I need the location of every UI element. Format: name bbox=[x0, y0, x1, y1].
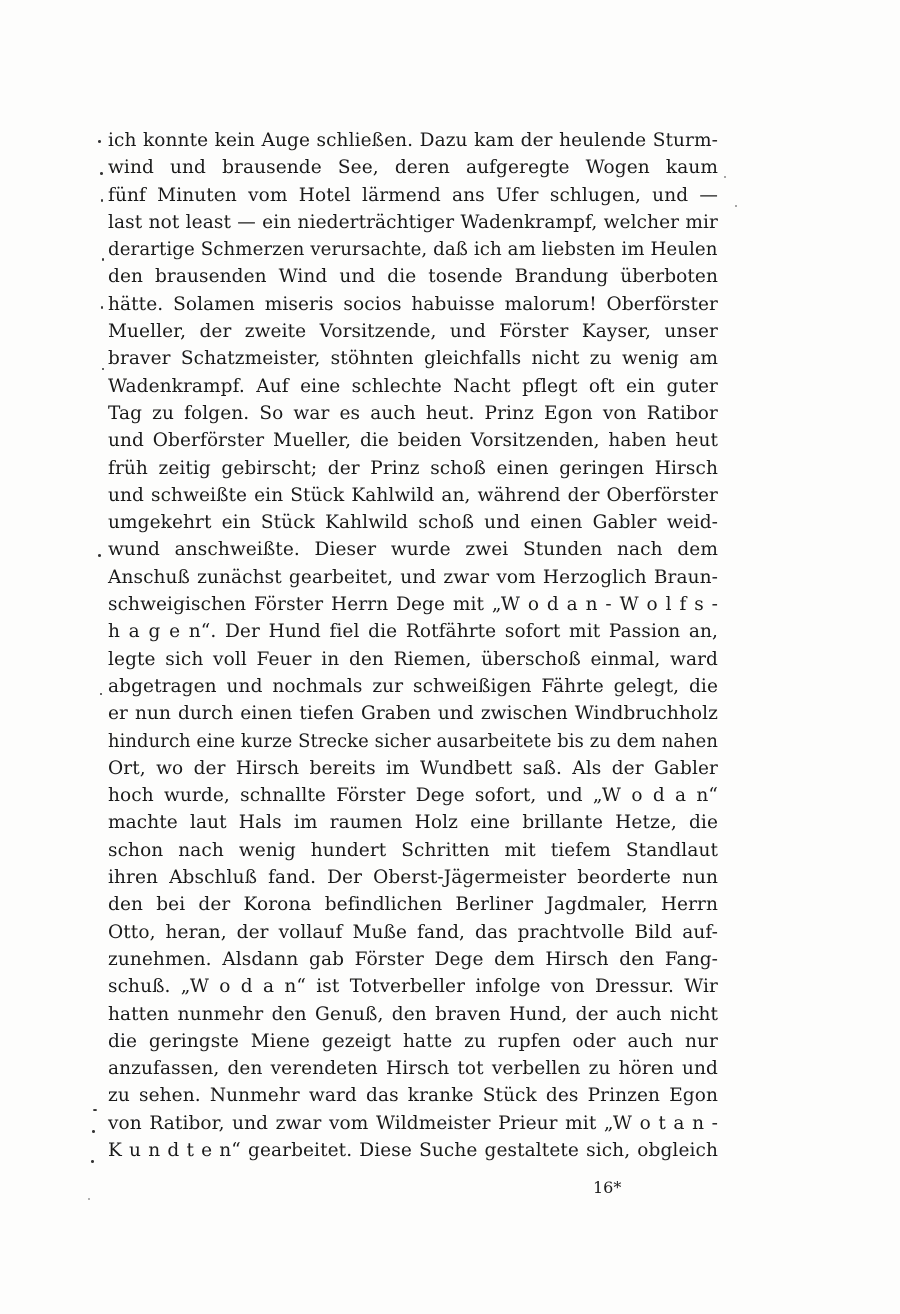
text-line: Anschuß zunächst gearbeitet, und zwar vom Herzoglich Braun- bbox=[108, 566, 718, 588]
scan-speck bbox=[100, 172, 103, 175]
text-line: schuß. „W o d a n“ ist Totverbeller infolge von Dressur. Wir bbox=[108, 976, 718, 998]
body-text bbox=[108, 127, 718, 1164]
text-line: früh zeitig gebirscht; der Prinz schoß einen geringen Hirsch bbox=[108, 457, 718, 479]
scan-speck bbox=[102, 258, 104, 261]
text-line: und Oberförster Mueller, die beiden Vorsitzenden, haben heut bbox=[108, 430, 718, 452]
scan-speck bbox=[91, 1160, 94, 1163]
text-line: ihren Abschluß fand. Der Oberst-Jägermeister beorderte nun bbox=[108, 867, 718, 889]
scan-speck bbox=[88, 1198, 90, 1200]
text-line: Tag zu folgen. So war es auch heut. Prinz Egon von Ratibor bbox=[108, 402, 718, 424]
text-line: den bei der Korona befindlichen Berliner Jagdmaler, Herrn bbox=[108, 894, 718, 916]
text-line: zunehmen. Alsdann gab Förster Dege dem Hirsch den Fang- bbox=[108, 948, 718, 970]
text-line: abgetragen und nochmals zur schweißigen Fährte gelegt, die bbox=[108, 675, 718, 697]
text-line: schweigischen Förster Herrn Dege mit „W o d a n - W o l f s - bbox=[108, 594, 718, 616]
text-line: er nun durch einen tiefen Graben und zwischen Windbruchholz bbox=[108, 703, 718, 725]
text-line: schon nach wenig hundert Schritten mit tiefem Standlaut bbox=[108, 839, 718, 861]
text-line: wind und brausende See, deren aufgeregte Wogen kaum bbox=[108, 157, 718, 179]
text-line: hoch wurde, schnallte Förster Dege sofort, und „W o d a n“ bbox=[108, 785, 718, 807]
text-line: Ort, wo der Hirsch bereits im Wundbett saß. Als der Gabler bbox=[108, 757, 718, 779]
text-line: machte laut Hals im raumen Holz eine brillante Hetze, die bbox=[108, 812, 718, 834]
text-line: wund anschweißte. Dieser wurde zwei Stunden nach dem bbox=[108, 539, 718, 561]
scan-speck bbox=[98, 140, 101, 143]
text-line: umgekehrt ein Stück Kahlwild schoß und einen Gabler weid- bbox=[108, 512, 718, 534]
text-line: legte sich voll Feuer in den Riemen, überschoß einmal, ward bbox=[108, 648, 718, 670]
text-line: derartige Schmerzen verursachte, daß ich am liebsten im Heulen bbox=[108, 239, 718, 261]
page-number: 16* bbox=[593, 1178, 622, 1197]
text-line: braver Schatzmeister, stöhnten gleichfalls nicht zu wenig am bbox=[108, 348, 718, 370]
text-line: Mueller, der zweite Vorsitzende, und Förster Kayser, unser bbox=[108, 321, 718, 343]
text-line: hätte. Solamen miseris socios habuisse malorum! Oberförster bbox=[108, 293, 718, 315]
text-line: last not least — ein niederträchtiger Wadenkrampf, welcher mir bbox=[108, 211, 718, 233]
text-line: fünf Minuten vom Hotel lärmend ans Ufer schlugen, und — bbox=[108, 184, 718, 206]
text-line: Otto, heran, der vollauf Muße fand, das prachtvolle Bild auf- bbox=[108, 921, 718, 943]
scan-speck bbox=[98, 554, 101, 557]
text-line: ich konnte kein Auge schließen. Dazu kam der heulende Sturm- bbox=[108, 130, 718, 151]
text-line: h a g e n“. Der Hund fiel die Rotfährte sofort mit Passion an, bbox=[108, 621, 718, 643]
text-line: Wadenkrampf. Auf eine schlechte Nacht pflegt oft ein guter bbox=[108, 375, 718, 397]
text-line: den brausenden Wind und die tosende Brandung überboten bbox=[108, 266, 718, 288]
text-line: hatten nunmehr den Genuß, den braven Hund, der auch nicht bbox=[108, 1003, 718, 1025]
text-line: und schweißte ein Stück Kahlwild an, während der Oberförster bbox=[108, 484, 718, 506]
scan-speck bbox=[92, 1130, 95, 1133]
text-line: K u n d t e n“ gearbeitet. Diese Suche gestaltete sich, obgleich bbox=[108, 1139, 718, 1161]
scan-speck bbox=[101, 306, 103, 309]
scan-speck bbox=[102, 368, 104, 370]
text-line: hindurch eine kurze Strecke sicher ausarbeitete bis zu dem nahen bbox=[108, 730, 718, 752]
text-line: zu sehen. Nunmehr ward das kranke Stück des Prinzen Egon bbox=[108, 1085, 718, 1107]
scan-speck bbox=[93, 1109, 97, 1111]
text-line: anzufassen, den verendeten Hirsch tot verbellen zu hören und bbox=[108, 1058, 718, 1080]
scan-speck bbox=[724, 176, 726, 178]
text-line: von Ratibor, und zwar vom Wildmeister Prieur mit „W o t a n - bbox=[108, 1112, 718, 1134]
scan-speck bbox=[100, 693, 102, 695]
scan-speck bbox=[735, 205, 737, 207]
text-line: die geringste Miene gezeigt hatte zu rupfen oder auch nur bbox=[108, 1030, 718, 1052]
scan-speck bbox=[101, 199, 103, 202]
